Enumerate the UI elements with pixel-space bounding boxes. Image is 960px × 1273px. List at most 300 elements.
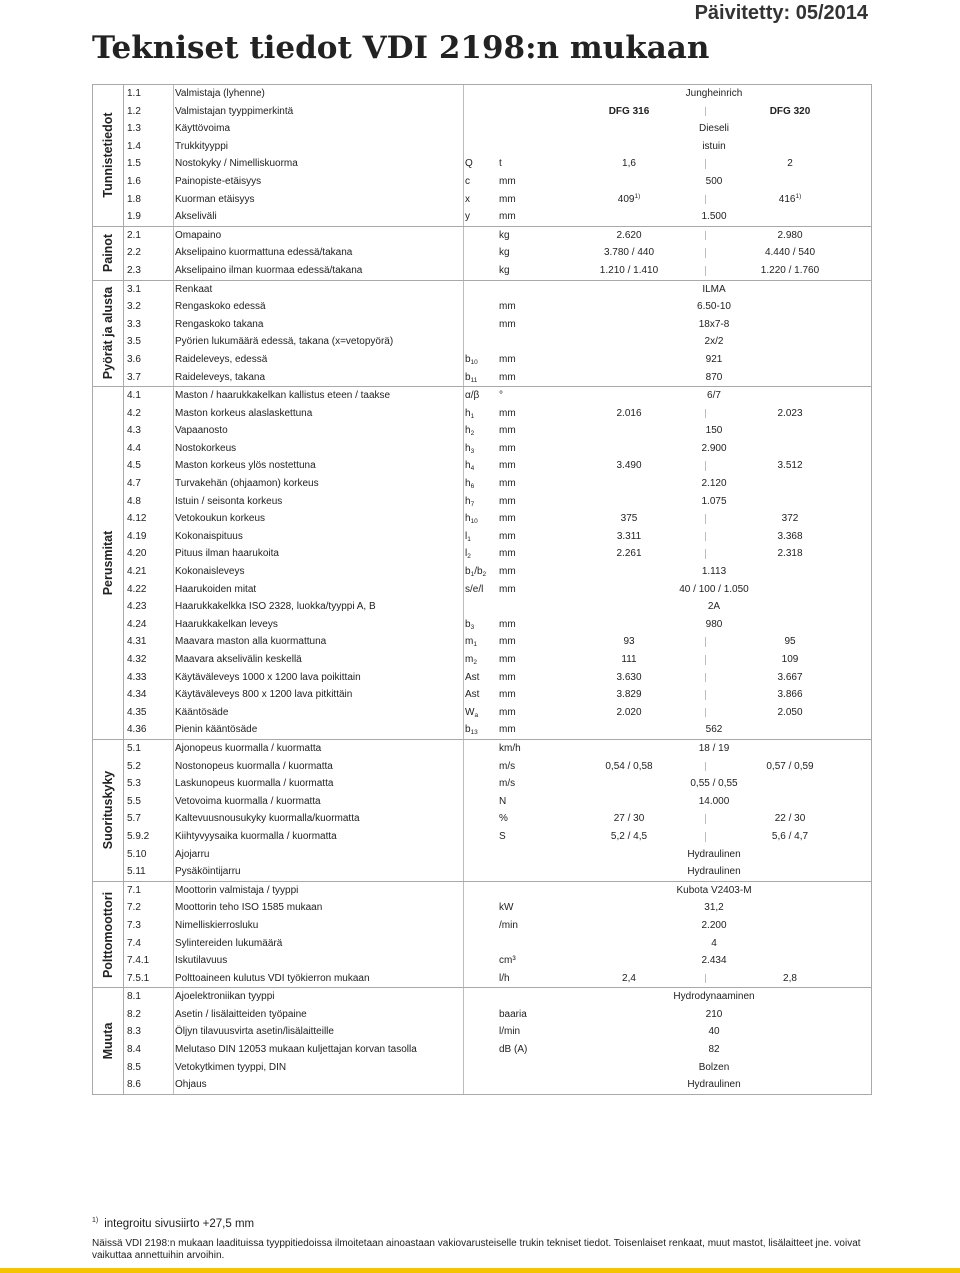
row-name: Maston korkeus alaslaskettuna <box>175 407 313 419</box>
row-unit: % <box>499 813 508 825</box>
spec-row <box>93 493 871 511</box>
row-symbol <box>465 704 499 722</box>
row-number: 3.3 <box>127 318 141 330</box>
value-text: 2,4 <box>622 972 636 984</box>
row-value-dfg320 <box>710 758 870 776</box>
value-text: 22 / 30 <box>774 813 806 825</box>
symbol-subscript: 2 <box>473 659 477 666</box>
spec-row <box>93 316 871 334</box>
row-name: Raideleveys, takana <box>175 371 266 383</box>
symbol-letter: h <box>465 407 471 419</box>
spec-row <box>93 173 871 191</box>
model-divider <box>705 514 706 524</box>
group-label-text: Suorituskyky <box>101 771 115 850</box>
value-text: 3.311 <box>616 530 642 542</box>
spec-row <box>93 1006 871 1024</box>
row-name: Nostokyky / Nimelliskuorma <box>175 158 298 170</box>
value-text: 27 / 30 <box>613 813 645 825</box>
row-symbol <box>465 493 499 511</box>
row-number: 4.7 <box>127 478 141 490</box>
row-number: 4.12 <box>127 513 147 525</box>
model-divider <box>705 690 706 700</box>
model-divider <box>705 461 706 471</box>
symbol-subscript: 13 <box>470 729 478 737</box>
model-divider <box>705 532 706 542</box>
value-text: 2.016 <box>616 407 642 419</box>
row-name: Ajonopeus kuormalla / kuormatta <box>175 742 322 754</box>
row-value-dfg320 <box>710 510 870 528</box>
value-text: DFG 316 <box>608 105 650 117</box>
row-name: Melutaso DIN 12053 mukaan kuljettajan korvan tasolla <box>175 1044 417 1056</box>
row-name: Öljyn tilavuusvirta asetin/lisälaitteille <box>175 1026 334 1038</box>
symbol-letter: h <box>465 442 471 454</box>
row-unit: m/s <box>499 760 516 772</box>
spec-row <box>93 917 871 935</box>
row-number: 4.20 <box>127 548 147 560</box>
row-unit: S <box>499 830 506 842</box>
row-number: 3.1 <box>127 283 141 295</box>
row-value-dfg320 <box>710 103 870 121</box>
row-value-shared: 870 <box>705 371 723 383</box>
row-value-shared: 562 <box>705 724 723 736</box>
row-symbol <box>465 633 499 651</box>
row-value-dfg316 <box>559 828 699 846</box>
row-number: 7.4 <box>127 937 141 949</box>
spec-row <box>93 120 871 138</box>
value-text: DFG 320 <box>769 105 811 117</box>
spec-row <box>93 351 871 369</box>
value-text: 0,54 / 0,58 <box>605 760 653 772</box>
model-divider <box>705 655 706 665</box>
row-value-dfg316 <box>559 810 699 828</box>
row-number: 7.5.1 <box>127 972 150 984</box>
row-name: Maston korkeus ylös nostettuna <box>175 460 316 472</box>
group-label-text: Perusmitat <box>101 530 115 596</box>
updated-date: Päivitetty: 05/2014 <box>694 2 868 24</box>
row-unit: l/h <box>499 972 510 984</box>
symbol-letter: l <box>465 530 468 542</box>
symbol-subscript: 1 <box>470 571 475 579</box>
value-text: 2,8 <box>783 972 797 984</box>
row-value-shared: Hydraulinen <box>687 866 741 878</box>
row-unit: mm <box>499 636 516 648</box>
row-value-shared: Bolzen <box>698 1061 730 1073</box>
spec-row <box>93 528 871 546</box>
row-value-shared: 2x/2 <box>704 336 724 348</box>
spec-group <box>93 739 871 881</box>
row-value-shared: 1.075 <box>701 495 727 507</box>
row-name: Raideleveys, edessä <box>175 353 268 365</box>
row-value-dfg316 <box>559 669 699 687</box>
value-text: 409 <box>617 193 635 205</box>
row-value-dfg320 <box>710 155 870 173</box>
row-name: Akseliväli <box>175 211 217 223</box>
symbol-letter: m <box>465 636 474 648</box>
model-divider <box>705 195 706 205</box>
row-value-dfg320 <box>710 262 870 280</box>
row-number: 5.2 <box>127 760 141 772</box>
spec-row <box>93 440 871 458</box>
footnote-integrated-sideshift <box>92 1218 862 1230</box>
symbol-subscript: 11 <box>470 376 478 384</box>
spec-row <box>93 758 871 776</box>
row-value-dfg320 <box>710 970 870 988</box>
row-number: 4.21 <box>127 566 147 578</box>
row-unit: mm <box>499 407 516 419</box>
row-symbol <box>465 651 499 669</box>
row-value-dfg316 <box>559 545 699 563</box>
symbol-letter: b <box>465 618 471 630</box>
row-number: 3.2 <box>127 301 141 313</box>
row-number: 2.2 <box>127 247 141 259</box>
row-name: Akselipaino ilman kuormaa edessä/takana <box>175 264 363 276</box>
row-value-dfg320 <box>710 704 870 722</box>
footnote-disclaimer: Näissä VDI 2198:n mukaan laadituissa tyyppitiedoissa ilmoitetaan ainoastaan vakiovarusteiselle trukin tekniset tiedot. Toisenlaiset renkaat, muut mastot, lisälaitteet jne. voivat vaikuttaa annettuihin arvoihin. <box>92 1238 861 1261</box>
row-value-dfg316 <box>559 103 699 121</box>
row-name: Iskutilavuus <box>175 955 228 967</box>
row-number: 1.4 <box>127 140 141 152</box>
row-value-dfg316 <box>559 651 699 669</box>
symbol-letter: h <box>465 478 471 490</box>
row-unit: km/h <box>499 742 521 754</box>
symbol-subscript: 7 <box>470 500 475 508</box>
row-name: Rengaskoko edessä <box>175 301 266 313</box>
row-unit: mm <box>499 583 516 595</box>
row-name: Haarukkakelkan leveys <box>175 618 278 630</box>
row-unit: kg <box>499 229 510 241</box>
spec-group <box>93 386 871 739</box>
row-value-dfg316 <box>559 633 699 651</box>
symbol-letter: b <box>465 371 471 383</box>
row-unit: kW <box>499 902 514 914</box>
row-unit: mm <box>499 301 516 313</box>
row-value-dfg320 <box>710 191 870 209</box>
spec-row <box>93 793 871 811</box>
value-text: 1.210 / 1.410 <box>599 264 659 276</box>
model-divider <box>705 248 706 258</box>
row-value-dfg316 <box>559 758 699 776</box>
row-number: 5.11 <box>127 866 146 878</box>
row-unit: t <box>499 158 502 170</box>
row-symbol <box>465 581 499 599</box>
row-symbol <box>465 387 499 405</box>
spec-group <box>93 280 871 387</box>
value-text: 93 <box>623 636 635 648</box>
row-number: 1.8 <box>127 193 141 205</box>
row-number: 8.1 <box>127 991 141 1003</box>
value-text: 1.220 / 1.760 <box>760 264 820 276</box>
model-divider <box>705 708 706 718</box>
row-symbol <box>465 457 499 475</box>
symbol-letter: b <box>465 566 471 578</box>
row-unit: mm <box>499 566 516 578</box>
row-number: 7.3 <box>127 919 141 931</box>
spec-row <box>93 227 871 245</box>
row-symbol <box>465 369 499 387</box>
symbol-subscript: 1 <box>470 412 475 420</box>
row-value-dfg320 <box>710 686 870 704</box>
value-text: 5,6 / 4,7 <box>771 830 809 842</box>
row-number: 1.1 <box>127 88 141 99</box>
row-unit: cm³ <box>499 955 516 967</box>
symbol-letter: x <box>465 193 470 205</box>
row-number: 5.10 <box>127 848 147 860</box>
row-value-shared: Dieseli <box>698 123 729 135</box>
row-unit: mm <box>499 353 516 365</box>
row-name: Vetokoukun korkeus <box>175 513 266 525</box>
row-number: 7.2 <box>127 902 141 914</box>
row-name: Nostonopeus kuormalla / kuormatta <box>175 760 333 772</box>
row-value-dfg320 <box>710 828 870 846</box>
row-name: Trukkityyppi <box>175 140 228 152</box>
spec-group <box>93 226 871 280</box>
symbol-letter: m <box>465 654 474 665</box>
spec-row <box>93 935 871 953</box>
footnotes <box>92 1218 862 1262</box>
row-name: Ajoelektroniikan tyyppi <box>175 991 275 1003</box>
model-divider <box>705 159 706 169</box>
row-symbol <box>465 191 499 209</box>
value-text: 3.490 <box>616 460 642 472</box>
row-value-dfg316 <box>559 686 699 704</box>
value-text: 1,6 <box>622 158 636 170</box>
spec-row <box>93 775 871 793</box>
row-value-dfg316 <box>559 510 699 528</box>
row-name: Vetokytkimen tyyppi, DIN <box>175 1061 287 1073</box>
row-value-dfg316 <box>559 244 699 262</box>
row-number: 4.8 <box>127 495 141 507</box>
value-text: 3.829 <box>616 689 642 701</box>
row-name: Pituus ilman haarukoita <box>175 548 279 560</box>
row-value-dfg320 <box>710 651 870 669</box>
row-number: 2.3 <box>127 264 141 276</box>
row-number: 5.5 <box>127 795 141 807</box>
spec-group <box>93 987 871 1094</box>
row-number: 4.1 <box>127 390 141 402</box>
group-label-text: Tunnistetiedot <box>101 112 115 198</box>
row-name: Istuin / seisonta korkeus <box>175 495 283 507</box>
row-value-dfg320 <box>710 669 870 687</box>
row-symbol <box>465 208 499 226</box>
row-unit: l/min <box>499 1026 521 1038</box>
row-number: 5.7 <box>127 813 141 825</box>
spec-row <box>93 899 871 917</box>
row-value-shared: 40 <box>708 1026 720 1038</box>
spec-row <box>93 669 871 687</box>
spec-row <box>93 333 871 351</box>
row-value-dfg320 <box>710 633 870 651</box>
symbol-letter: b <box>465 353 471 365</box>
row-symbol <box>465 422 499 440</box>
row-number: 5.1 <box>127 742 141 754</box>
row-name: Turvakehän (ohjaamon) korkeus <box>175 478 319 490</box>
value-text: 3.866 <box>777 689 803 701</box>
row-name: Haarukoiden mitat <box>175 583 257 595</box>
row-number: 5.9.2 <box>127 830 150 842</box>
spec-row <box>93 882 871 900</box>
row-value-dfg316 <box>559 528 699 546</box>
symbol-letter: h <box>465 425 471 437</box>
row-name: Akselipaino kuormattuna edessä/takana <box>175 247 353 259</box>
group-label-text: Painot <box>101 234 115 273</box>
row-unit: mm <box>499 689 516 701</box>
row-value-shared: 2A <box>707 601 721 613</box>
row-name: Laskunopeus kuormalla / kuormatta <box>175 778 334 790</box>
row-symbol <box>465 669 499 687</box>
spec-row <box>93 262 871 280</box>
symbol-letter: c <box>465 175 470 187</box>
row-name: Ohjaus <box>175 1079 207 1091</box>
value-text: 2.318 <box>777 548 803 560</box>
model-divider <box>705 762 706 772</box>
row-number: 5.3 <box>127 778 141 790</box>
row-value-dfg320 <box>710 545 870 563</box>
row-value-shared: 2.200 <box>701 919 727 931</box>
row-symbol <box>465 405 499 423</box>
group-label-text: Pyörät ja alusta <box>101 287 115 380</box>
row-unit: mm <box>499 211 516 223</box>
spec-row <box>93 810 871 828</box>
row-value-shared: 2.120 <box>701 478 727 490</box>
row-unit: mm <box>499 654 516 665</box>
model-divider <box>705 637 706 647</box>
row-value-dfg320 <box>710 244 870 262</box>
row-unit: N <box>499 795 507 807</box>
row-value-shared: 980 <box>705 618 723 630</box>
model-divider <box>705 832 706 842</box>
value-text: 109 <box>781 654 799 665</box>
spec-row <box>93 1076 871 1094</box>
symbol-letter: W <box>465 706 475 718</box>
row-value-dfg316 <box>559 457 699 475</box>
spec-row <box>93 457 871 475</box>
spec-row <box>93 616 871 634</box>
row-unit: mm <box>499 548 516 560</box>
row-number: 4.19 <box>127 530 147 542</box>
row-name: Valmistajan tyyppimerkintä <box>175 105 294 117</box>
row-number: 4.32 <box>127 654 147 665</box>
row-unit: mm <box>499 442 516 454</box>
symbol-letter: b <box>465 724 471 736</box>
row-unit: baaria <box>499 1008 527 1020</box>
row-number: 4.22 <box>127 583 147 595</box>
spec-row <box>93 545 871 563</box>
page-title: Tekniset tiedot VDI 2198:n mukaan <box>92 30 710 66</box>
model-divider <box>705 409 706 419</box>
row-number: 8.3 <box>127 1026 141 1038</box>
row-number: 4.4 <box>127 442 141 454</box>
symbol-subscript: 4 <box>470 465 475 473</box>
spec-row <box>93 155 871 173</box>
symbol-subscript: 10 <box>470 518 478 526</box>
spec-row <box>93 298 871 316</box>
row-value-dfg316 <box>559 704 699 722</box>
row-number: 8.4 <box>127 1044 141 1056</box>
row-unit: dB (A) <box>499 1044 528 1056</box>
row-value-shared: 6.50-10 <box>697 301 731 313</box>
value-text: 3.368 <box>777 530 803 542</box>
row-value-dfg320 <box>710 227 870 245</box>
spec-row <box>93 85 871 103</box>
row-number: 4.5 <box>127 460 141 472</box>
spec-row <box>93 1023 871 1041</box>
group-label-text: Polttomoottori <box>101 891 115 978</box>
spec-row <box>93 387 871 405</box>
row-value-shared: 2.434 <box>701 955 727 967</box>
symbol-letter: s/e/l <box>465 583 484 595</box>
spec-row <box>93 1059 871 1077</box>
row-unit: ° <box>499 390 503 402</box>
row-name: Moottorin teho ISO 1585 mukaan <box>175 902 323 914</box>
row-name: Kaltevuusnousukyky kuormalla/kuormatta <box>175 813 360 825</box>
value-text: 2.020 <box>616 706 642 718</box>
row-name: Vapaanosto <box>175 425 228 437</box>
row-value-shared: 921 <box>705 353 723 365</box>
symbol-subscript: 6 <box>470 483 475 491</box>
row-number: 7.1 <box>127 884 141 896</box>
row-unit: /min <box>499 919 518 931</box>
row-value-shared: 6/7 <box>707 390 721 402</box>
spec-group <box>93 85 871 226</box>
row-number: 4.36 <box>127 724 147 736</box>
row-symbol <box>465 563 499 581</box>
row-unit: kg <box>499 247 510 259</box>
row-value-shared: Hydrodynaaminen <box>673 991 755 1003</box>
row-value-dfg316 <box>559 262 699 280</box>
row-unit: m/s <box>499 778 516 790</box>
row-name: Haarukkakelkka ISO 2328, luokka/tyyppi A, B <box>175 601 376 613</box>
row-value-shared: Hydraulinen <box>687 1079 741 1091</box>
value-text: 3.512 <box>777 460 803 472</box>
symbol-letter: Ast <box>465 671 480 683</box>
row-value-dfg316 <box>559 970 699 988</box>
spec-row <box>93 369 871 387</box>
spec-row <box>93 633 871 651</box>
row-number: 2.1 <box>127 229 141 241</box>
spec-row <box>93 721 871 739</box>
row-number: 4.31 <box>127 636 147 648</box>
spec-row <box>93 1041 871 1059</box>
row-unit: mm <box>499 618 516 630</box>
symbol-letter: Q <box>465 158 473 170</box>
value-text: 111 <box>621 654 637 665</box>
row-value-shared: 210 <box>705 1008 723 1020</box>
row-name: Kiihtyvyysaika kuormalla / kuormatta <box>175 830 337 842</box>
spec-row <box>93 686 871 704</box>
row-name: Omapaino <box>175 229 222 241</box>
value-text: 2 <box>787 158 793 170</box>
row-unit: mm <box>499 318 516 330</box>
row-symbol <box>465 351 499 369</box>
accent-bar <box>0 1268 960 1273</box>
spec-row <box>93 598 871 616</box>
value-text: 2.050 <box>777 706 803 718</box>
spec-row <box>93 103 871 121</box>
row-value-shared: istuin <box>702 140 726 152</box>
row-symbol <box>465 721 499 739</box>
row-name: Kuorman etäisyys <box>175 193 255 205</box>
row-value-shared: 18 / 19 <box>698 742 730 754</box>
row-name: Asetin / lisälaitteiden työpaine <box>175 1008 307 1020</box>
row-value-shared: 150 <box>705 425 723 437</box>
row-number: 4.34 <box>127 689 147 701</box>
row-unit: mm <box>499 706 516 718</box>
footnote-ref: 1) <box>795 192 802 200</box>
row-number: 8.2 <box>127 1008 141 1020</box>
row-symbol <box>465 616 499 634</box>
row-name: Pyörien lukumäärä edessä, takana (x=vetopyörä) <box>175 336 394 348</box>
row-value-dfg316 <box>559 155 699 173</box>
